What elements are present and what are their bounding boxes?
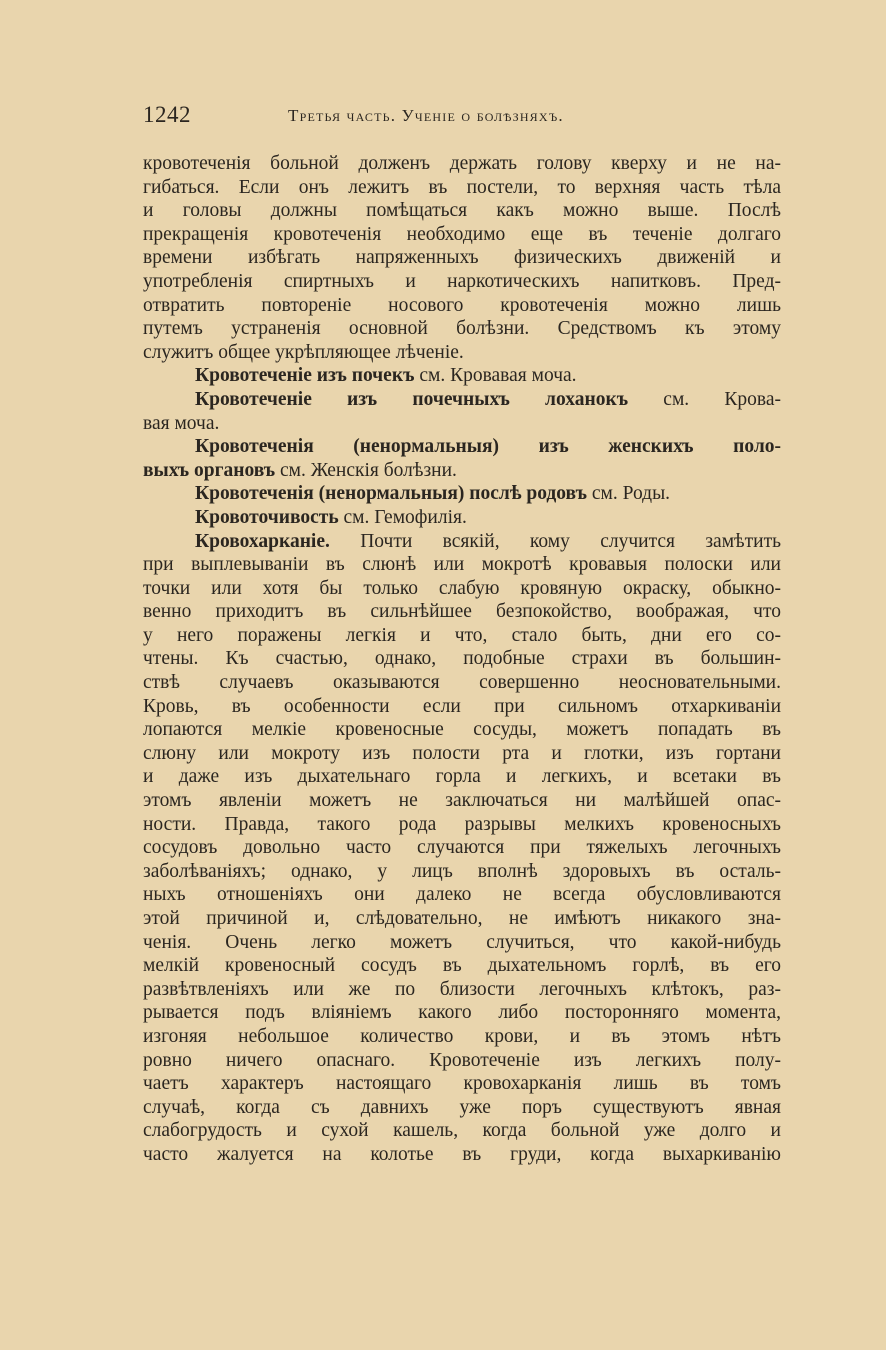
entry-term: Кровотеченія (ненормальныя) изъ женскихъ поло- — [195, 436, 781, 458]
text-line: у него поражены легкія и что, стало быть, дни его со- — [143, 624, 781, 646]
entry-heading: Кровохарканіе. Почти всякій, кому случится замѣтить — [195, 530, 781, 552]
entry-heading: Кровотеченія (ненормальныя) послѣ родовъ см. Роды. — [195, 483, 671, 505]
text-line: заболѣваніяхъ; однако, у лицъ вполнѣ здоровыхъ въ осталь- — [143, 860, 781, 882]
text-line: служитъ общее укрѣпляющее лѣченіе. — [143, 341, 464, 363]
text-line: прекращенія кровотеченія необходимо еще въ теченіе долгаго — [143, 223, 781, 245]
text-line: ровно ничего опаснаго. Кровотеченіе изъ легкихъ полу- — [143, 1049, 781, 1071]
entry-heading: Кровотеченіе изъ почекъ см. Кровавая моча. — [195, 365, 577, 387]
entry-heading: Кровоточивость см. Гемофилія. — [195, 506, 467, 528]
entry-term: Кровохарканіе. — [195, 530, 330, 552]
text-line: путемъ устраненія основной болѣзни. Средствомъ къ этому — [143, 318, 781, 340]
entry-term: Кровотеченіе изъ почекъ — [195, 365, 415, 387]
entry-term: выхъ органовъ — [143, 459, 276, 481]
text-line: сосудовъ довольно часто случаются при тяжелыхъ легочныхъ — [143, 837, 781, 859]
text-line: Кровь, въ особенности если при сильномъ отхаркиваніи — [143, 695, 781, 717]
entry-term: Кровотеченія (ненормальныя) послѣ родовъ — [195, 483, 587, 505]
text-line: мелкій кровеносный сосудъ въ дыхательномъ горлѣ, въ его — [143, 955, 781, 977]
text-line: лопаются мелкіе кровеносные сосуды, можетъ попадать въ — [143, 719, 781, 741]
entry-term: Кровотеченіе изъ почечныхъ лоханокъ — [195, 388, 629, 410]
text-line: ствѣ случаевъ оказываются совершенно неосновательными. — [143, 672, 781, 694]
text-line: развѣтвленіяхъ или же по близости легочныхъ клѣтокъ, раз- — [143, 978, 781, 1000]
text-line: и даже изъ дыхательнаго горла и легкихъ, и всетаки въ — [143, 766, 781, 788]
text-line: этомъ явленіи можетъ не заключаться ни малѣйшей опас- — [143, 790, 781, 812]
text-line: чтены. Къ счастью, однако, подобные страхи въ большин- — [143, 648, 781, 670]
text-line: ченія. Очень легко можетъ случиться, что какой-нибудь — [143, 931, 781, 953]
text-line: слюну или мокроту изъ полости рта и глотки, изъ гортани — [143, 742, 781, 764]
entry-heading: Кровотеченіе изъ почечныхъ лоханокъ см. Крова- — [195, 388, 781, 410]
text-line: гибаться. Если онъ лежитъ въ постели, то верхняя часть тѣла — [143, 176, 781, 198]
page-header — [143, 102, 781, 130]
text-line: при выплевываніи въ слюнѣ или мокротѣ кровавыя полоски или — [143, 554, 781, 576]
entry-heading: выхъ органовъ см. Женскія болѣзни. — [143, 459, 457, 481]
text-line: этой причиной и, слѣдовательно, не имѣютъ никакого зна- — [143, 908, 781, 929]
text-line: ности. Правда, такого рода разрывы мелкихъ кровеносныхъ — [143, 813, 781, 835]
text-line: точки или хотя бы только слабую кровяную окраску, обыкно- — [143, 577, 781, 599]
page-number: 1242 — [143, 102, 191, 127]
text-line: и головы должны помѣщаться какъ можно выше. Послѣ — [143, 200, 781, 222]
text-line: времени избѣгать напряженныхъ физическихъ движеній и — [143, 247, 781, 269]
body-text — [143, 152, 781, 1167]
text-line: кровотеченія больной долженъ держать голову кверху и не на- — [143, 153, 781, 174]
text-line: изгоняя небольшое количество крови, и въ этомъ нѣтъ — [143, 1025, 781, 1047]
text-line: венно приходитъ въ сильнѣйшее безпокойство, воображая, что — [143, 601, 781, 623]
entry-term: Кровоточивость — [195, 506, 339, 528]
text-line: употребленія спиртныхъ и наркотическихъ напитковъ. Пред- — [143, 270, 781, 292]
text-line: рывается подъ вліяніемъ какого либо посторонняго момента, — [143, 1002, 781, 1024]
text-line: чаетъ характеръ настоящаго кровохарканія лишь въ томъ — [143, 1073, 781, 1095]
text-line: часто жалуется на колотье въ груди, когда выхаркиванію — [143, 1143, 781, 1165]
text-line: слабогрудость и сухой кашель, когда больной уже долго и — [143, 1120, 781, 1142]
entry-heading — [143, 435, 781, 459]
running-head: Третья часть. Ученіе о болѣзняхъ. — [288, 106, 564, 125]
text-line: вая моча. — [143, 412, 220, 434]
text-line: ныхъ отношеніяхъ они далеко не всегда обусловливаются — [143, 884, 781, 906]
text-line: случаѣ, когда съ давнихъ уже поръ существуютъ явная — [143, 1096, 781, 1118]
text-line: отвратить повтореніе носового кровотеченія можно лишь — [143, 294, 781, 316]
